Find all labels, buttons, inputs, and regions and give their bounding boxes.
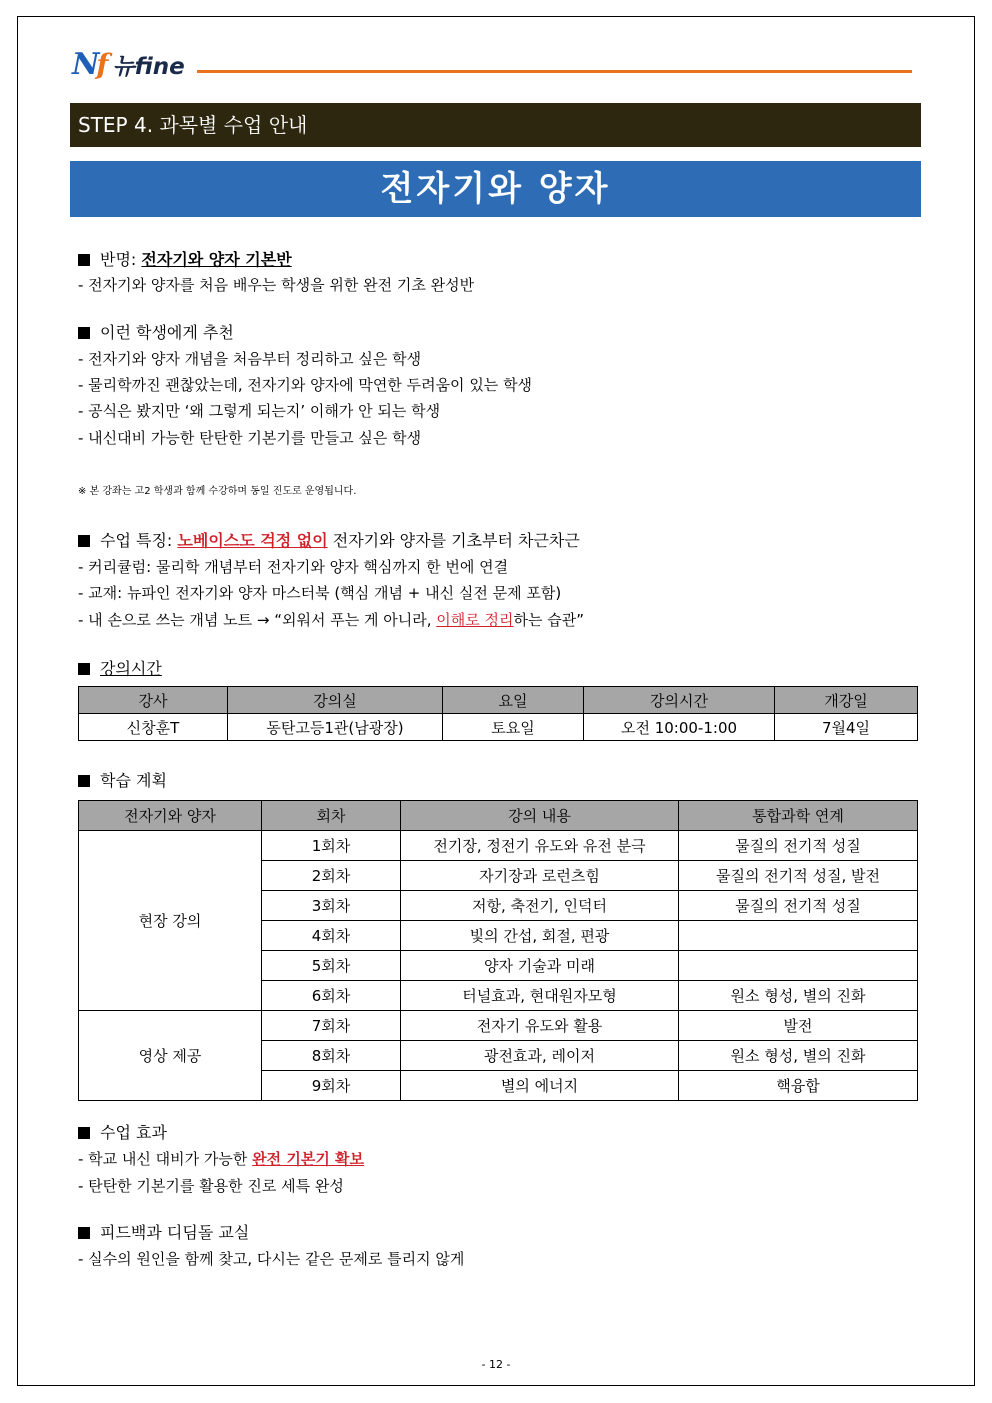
table-cell: 발전 (679, 1011, 918, 1041)
page-number: - 12 - (481, 1358, 511, 1371)
table-cell: 물질의 전기적 성질 (679, 831, 918, 861)
table-header: 요일 (443, 687, 584, 714)
table-cell: 3회차 (262, 891, 401, 921)
table-cell: 오전 10:00-1:00 (584, 714, 775, 741)
list-item: - 공식은 봤지만 ‘왜 그렇게 되는지’ 이해가 안 되는 학생 (78, 402, 441, 420)
table-cell: 자기장과 로런츠힘 (401, 861, 679, 891)
notice-text: ※ 본 강좌는 고2 학생과 함께 수강하며 동일 진도로 운영됩니다. (78, 486, 357, 497)
list-item: - 커리큘럼: 물리학 개념부터 전자기와 양자 핵심까지 한 번에 연결 (78, 558, 509, 576)
table-header: 전자기와 양자 (79, 801, 262, 831)
table-cell: 양자 기술과 미래 (401, 951, 679, 981)
bullet-square-icon (78, 254, 90, 266)
table-header: 회차 (262, 801, 401, 831)
bullet-square-icon (78, 663, 90, 675)
list-item: - 실수의 원인을 함께 찾고, 다시는 같은 문제로 틀리지 않게 (78, 1250, 465, 1268)
step-heading: STEP 4. 과목별 수업 안내 (70, 103, 921, 147)
table-cell: 전자기 유도와 활용 (401, 1011, 679, 1041)
group-cell-video: 영상 제공 (79, 1011, 262, 1101)
table-cell: 핵융합 (679, 1071, 918, 1101)
table-cell: 1회차 (262, 831, 401, 861)
bullet-square-icon (78, 1227, 90, 1239)
table-header-row (79, 801, 918, 831)
bullet-square-icon (78, 775, 90, 787)
table-cell: 9회차 (262, 1071, 401, 1101)
logo-n-icon: N (72, 46, 97, 82)
table-row (79, 831, 918, 861)
table-cell: 원소 형성, 별의 진화 (679, 1041, 918, 1071)
table-cell: 빛의 간섭, 회절, 편광 (401, 921, 679, 951)
class-name-heading: 반명: 전자기와 양자 기본반 (78, 247, 292, 270)
table-cell: 2회차 (262, 861, 401, 891)
table-header: 강의시간 (584, 687, 775, 714)
features-highlight: 노베이스도 걱정 없이 (177, 531, 328, 550)
effects-heading: 수업 효과 (78, 1120, 167, 1143)
schedule-table (78, 686, 918, 741)
table-cell: 8회차 (262, 1041, 401, 1071)
table-header: 통합과학 연계 (679, 801, 918, 831)
table-cell: 별의 에너지 (401, 1071, 679, 1101)
table-header-row (79, 687, 918, 714)
table-cell: 6회차 (262, 981, 401, 1011)
table-cell: 물질의 전기적 성질, 발전 (679, 861, 918, 891)
effects-highlight: 완전 기본기 확보 (252, 1150, 365, 1168)
bullet-square-icon (78, 1127, 90, 1139)
table-cell: 저항, 축전기, 인덕터 (401, 891, 679, 921)
page-title: 전자기와 양자 (70, 161, 921, 217)
table-header: 개강일 (775, 687, 918, 714)
class-name-desc: - 전자기와 양자를 처음 배우는 학생을 위한 완전 기초 완성반 (78, 276, 475, 294)
group-cell-live: 현장 강의 (79, 831, 262, 1011)
features-heading: 수업 특징: 노베이스도 걱정 없이 전자기와 양자를 기초부터 차근차근 (78, 528, 580, 551)
table-cell: 7회차 (262, 1011, 401, 1041)
brand-logo (72, 48, 185, 80)
table-cell (679, 951, 918, 981)
table-cell: 터널효과, 현대원자모형 (401, 981, 679, 1011)
table-cell: 광전효과, 레이저 (401, 1041, 679, 1071)
list-item: - 탄탄한 기본기를 활용한 진로 세특 완성 (78, 1177, 344, 1195)
table-cell: 토요일 (443, 714, 584, 741)
schedule-heading: 강의시간 (78, 656, 162, 679)
table-cell: 동탄고등1관(남광장) (228, 714, 443, 741)
recommend-heading: 이런 학생에게 추천 (78, 320, 234, 343)
table-cell: 5회차 (262, 951, 401, 981)
list-item: - 내신대비 가능한 탄탄한 기본기를 만들고 싶은 학생 (78, 429, 422, 447)
class-name-value: 전자기와 양자 기본반 (141, 250, 292, 269)
table-cell: 4회차 (262, 921, 401, 951)
table-cell: 신창훈T (79, 714, 228, 741)
list-item: - 교재: 뉴파인 전자기와 양자 마스터북 (핵심 개념 + 내신 실전 문제 포함) (78, 584, 562, 602)
header-divider (197, 70, 912, 73)
logo-f-icon: f (96, 47, 109, 81)
plan-heading: 학습 계획 (78, 768, 167, 791)
bullet-square-icon (78, 535, 90, 547)
table-header: 강의실 (228, 687, 443, 714)
feedback-heading: 피드백과 디딤돌 교실 (78, 1220, 249, 1243)
list-item: - 물리학까진 괜찮았는데, 전자기와 양자에 막연한 두려움이 있는 학생 (78, 376, 533, 394)
table-row (79, 1011, 918, 1041)
list-item: - 내 손으로 쓰는 개념 노트 → “외워서 푸는 게 아니라, 이해로 정리하는 습관” (78, 611, 584, 629)
table-cell: 7월4일 (775, 714, 918, 741)
table-cell: 물질의 전기적 성질 (679, 891, 918, 921)
list-item: - 전자기와 양자 개념을 처음부터 정리하고 싶은 학생 (78, 350, 422, 368)
table-header: 강의 내용 (401, 801, 679, 831)
bullet-square-icon (78, 327, 90, 339)
table-cell: 원소 형성, 별의 진화 (679, 981, 918, 1011)
logo-text: 뉴fine (112, 53, 185, 80)
table-cell (679, 921, 918, 951)
table-header: 강사 (79, 687, 228, 714)
plan-table (78, 800, 918, 1101)
list-item: - 학교 내신 대비가 가능한 완전 기본기 확보 (78, 1150, 365, 1168)
table-row (79, 714, 918, 741)
table-cell: 전기장, 정전기 유도와 유전 분극 (401, 831, 679, 861)
features-highlight-2: 이해로 정리 (436, 611, 514, 629)
